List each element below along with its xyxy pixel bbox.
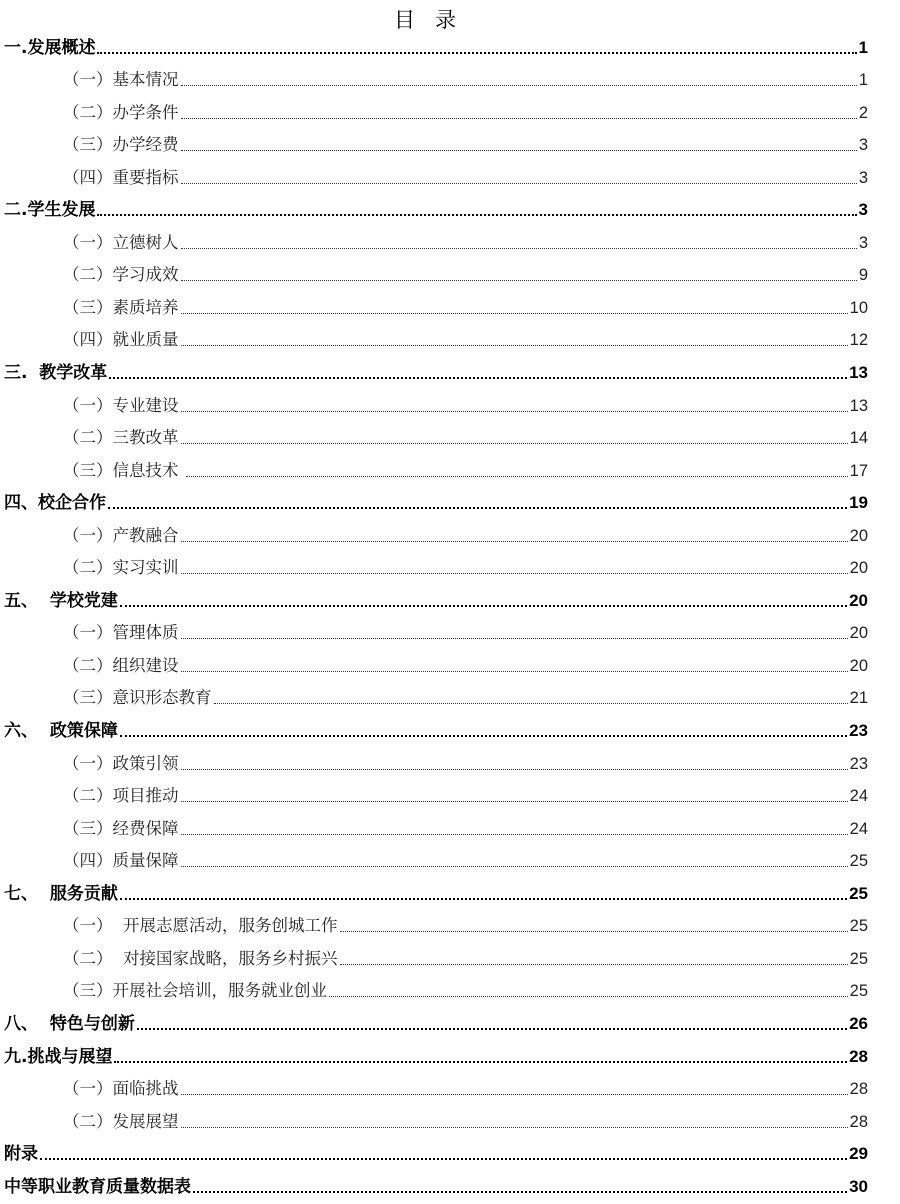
toc-subsection-entry[interactable] <box>0 779 868 812</box>
toc-dot-leader <box>181 345 848 346</box>
toc-entry-label: （一）基本情况 <box>63 70 179 90</box>
toc-entry-label: 九.挑战与展望 <box>4 1046 113 1067</box>
toc-page-number: 26 <box>849 1013 868 1033</box>
toc-subsection-entry[interactable] <box>0 1104 868 1137</box>
toc-dot-leader <box>181 183 857 184</box>
toc-dot-leader <box>181 573 848 574</box>
toc-entry-label: （二）发展展望 <box>63 1111 179 1131</box>
toc-page-number: 29 <box>849 1144 868 1164</box>
toc-dot-leader <box>40 1158 847 1160</box>
toc-entry-label: （三）开展社会培训，服务就业创业 <box>63 981 327 1001</box>
toc-dot-leader <box>181 411 848 412</box>
page-title: 目录 <box>394 8 476 32</box>
toc-dot-leader <box>181 541 848 542</box>
toc-entry-label: 中等职业教育质量数据表 <box>4 1176 191 1197</box>
toc-entry-label: 附录 <box>4 1144 38 1165</box>
toc-entry-label: （四）重要指标 <box>63 167 179 187</box>
toc-subsection-entry[interactable] <box>0 746 868 779</box>
toc-page-number: 25 <box>849 883 868 903</box>
toc-page-number: 20 <box>849 656 868 675</box>
toc-subsection-entry[interactable] <box>0 63 868 96</box>
toc-dot-leader <box>181 443 848 444</box>
toc-entry-label: （一）立德树人 <box>63 232 179 252</box>
toc-subsection-entry[interactable] <box>0 95 868 128</box>
toc-entry-label: （一）面临挑战 <box>63 1079 179 1099</box>
toc-section-entry[interactable] <box>0 713 868 746</box>
toc-entry-label: （二）实习实训 <box>63 558 179 578</box>
toc-page-number: 24 <box>849 787 868 806</box>
toc-subsection-entry[interactable] <box>0 844 868 877</box>
toc-entry-label: （一）管理体质 <box>63 623 179 643</box>
toc-dot-leader <box>181 1127 848 1128</box>
toc-page-number: 3 <box>858 136 868 155</box>
toc-dot-leader <box>181 801 848 802</box>
toc-entry-label: （三）素质培养 <box>63 297 179 317</box>
toc-section-entry[interactable] <box>0 193 868 226</box>
toc-subsection-entry[interactable] <box>0 616 868 649</box>
toc-subsection-entry[interactable] <box>0 811 868 844</box>
toc-page-number: 2 <box>858 103 868 122</box>
toc-entry-label: （二）学习成效 <box>63 265 179 285</box>
toc-page-number: 23 <box>849 721 868 741</box>
toc-subsection-entry[interactable] <box>0 160 868 193</box>
toc-dot-leader <box>181 866 848 867</box>
toc-subsection-entry[interactable] <box>0 941 868 974</box>
toc-dot-leader <box>97 214 856 216</box>
toc-page-number: 28 <box>849 1080 868 1099</box>
toc-page-number: 1 <box>858 37 868 57</box>
toc-subsection-entry[interactable] <box>0 290 868 323</box>
toc-entry-label: （三）意识形态教育 <box>63 688 212 708</box>
table-of-contents <box>0 30 868 1202</box>
toc-page-number: 13 <box>849 363 868 383</box>
toc-entry-label: （三）信息技术 <box>63 460 184 480</box>
toc-subsection-entry[interactable] <box>0 453 868 486</box>
toc-page-number: 19 <box>849 493 868 513</box>
toc-page-number: 24 <box>849 819 868 838</box>
toc-section-entry[interactable] <box>0 1137 868 1170</box>
toc-section-entry[interactable] <box>0 1006 868 1039</box>
toc-page-number: 3 <box>858 233 868 252</box>
toc-section-entry[interactable] <box>0 1039 868 1072</box>
toc-subsection-entry[interactable] <box>0 258 868 291</box>
toc-entry-label: （二） 对接国家战略，服务乡村振兴 <box>63 948 338 968</box>
toc-subsection-entry[interactable] <box>0 909 868 942</box>
toc-dot-leader <box>181 1094 848 1095</box>
toc-page-number: 25 <box>849 949 868 968</box>
toc-dot-leader <box>109 377 847 379</box>
toc-dot-leader <box>120 605 847 607</box>
toc-page-number: 28 <box>849 1046 868 1066</box>
toc-page-number: 30 <box>849 1176 868 1196</box>
toc-entry-label: 六、 政策保障 <box>4 721 118 742</box>
toc-entry-label: （三）办学经费 <box>63 135 179 155</box>
toc-entry-label: （一） 开展志愿活动，服务创城工作 <box>63 916 338 936</box>
toc-section-entry[interactable] <box>0 486 868 519</box>
toc-entry-label: （二）组织建设 <box>63 655 179 675</box>
toc-entry-label: （二）三教改革 <box>63 428 179 448</box>
toc-entry-label: （一）专业建设 <box>63 395 179 415</box>
toc-entry-label: （一）政策引领 <box>63 753 179 773</box>
toc-dot-leader <box>181 85 857 86</box>
toc-dot-leader <box>340 931 848 932</box>
toc-entry-label: （二）办学条件 <box>63 102 179 122</box>
toc-page-number: 9 <box>858 266 868 285</box>
toc-section-entry[interactable] <box>0 583 868 616</box>
toc-page-number: 20 <box>849 559 868 578</box>
toc-dot-leader <box>181 150 857 151</box>
toc-dot-leader <box>181 638 848 639</box>
toc-section-entry[interactable] <box>0 30 868 63</box>
toc-dot-leader <box>114 1061 847 1063</box>
toc-subsection-entry[interactable] <box>0 518 868 551</box>
toc-entry-label: 三. 教学改革 <box>4 363 108 384</box>
toc-entry-label: （三）经费保障 <box>63 818 179 838</box>
toc-dot-leader <box>120 735 847 737</box>
toc-dot-leader <box>181 248 857 249</box>
toc-dot-leader <box>120 898 847 900</box>
toc-page-number: 17 <box>849 461 868 480</box>
toc-dot-leader <box>193 1191 847 1193</box>
toc-page-number: 12 <box>849 331 868 350</box>
toc-page-number: 25 <box>849 852 868 871</box>
toc-section-entry[interactable] <box>0 876 868 909</box>
toc-entry-label: 二.学生发展 <box>4 200 96 221</box>
toc-section-entry[interactable] <box>0 1169 868 1202</box>
toc-subsection-entry[interactable] <box>0 551 868 584</box>
toc-section-entry[interactable] <box>0 355 868 388</box>
toc-dot-leader <box>97 52 856 54</box>
toc-subsection-entry[interactable] <box>0 225 868 258</box>
toc-dot-leader <box>181 671 848 672</box>
toc-dot-leader <box>181 769 848 770</box>
toc-subsection-entry[interactable] <box>0 421 868 454</box>
toc-entry-label: 四、校企合作 <box>4 493 106 514</box>
toc-entry-label: 五、 学校党建 <box>4 590 118 611</box>
toc-entry-label: （四）就业质量 <box>63 330 179 350</box>
toc-page-number: 23 <box>849 754 868 773</box>
toc-page-number: 21 <box>849 689 868 708</box>
toc-page-number: 20 <box>849 624 868 643</box>
toc-dot-leader <box>181 313 848 314</box>
toc-subsection-entry[interactable] <box>0 974 868 1007</box>
toc-entry-label: 一.发展概述 <box>4 37 96 58</box>
toc-entry-label: （二）项目推动 <box>63 786 179 806</box>
toc-subsection-entry[interactable] <box>0 388 868 421</box>
toc-page-number: 25 <box>849 917 868 936</box>
toc-page-number: 14 <box>849 429 868 448</box>
toc-page-number: 28 <box>849 1112 868 1131</box>
toc-page-number: 3 <box>858 168 868 187</box>
toc-dot-leader <box>340 964 848 965</box>
toc-entry-label: 八、 特色与创新 <box>4 1013 135 1034</box>
toc-dot-leader <box>214 703 848 704</box>
toc-subsection-entry[interactable] <box>0 128 868 161</box>
toc-entry-label: 七、 服务贡献 <box>4 883 118 904</box>
toc-dot-leader <box>181 834 848 835</box>
toc-dot-leader <box>137 1028 847 1030</box>
toc-dot-leader <box>181 280 857 281</box>
toc-dot-leader <box>329 996 848 997</box>
toc-page-number: 25 <box>849 982 868 1001</box>
toc-dot-leader <box>108 507 847 509</box>
toc-page-number: 3 <box>858 200 868 220</box>
toc-entry-label: （四）质量保障 <box>63 851 179 871</box>
toc-page-number: 13 <box>849 396 868 415</box>
toc-page-number: 20 <box>849 590 868 610</box>
toc-page-number: 1 <box>858 71 868 90</box>
toc-subsection-entry[interactable] <box>0 323 868 356</box>
toc-entry-label: （一）产教融合 <box>63 525 179 545</box>
toc-subsection-entry[interactable] <box>0 681 868 714</box>
toc-subsection-entry[interactable] <box>0 1072 868 1105</box>
toc-subsection-entry[interactable] <box>0 648 868 681</box>
toc-dot-leader <box>186 476 848 477</box>
toc-page-number: 10 <box>849 298 868 317</box>
toc-page-number: 20 <box>849 526 868 545</box>
toc-dot-leader <box>181 118 857 119</box>
